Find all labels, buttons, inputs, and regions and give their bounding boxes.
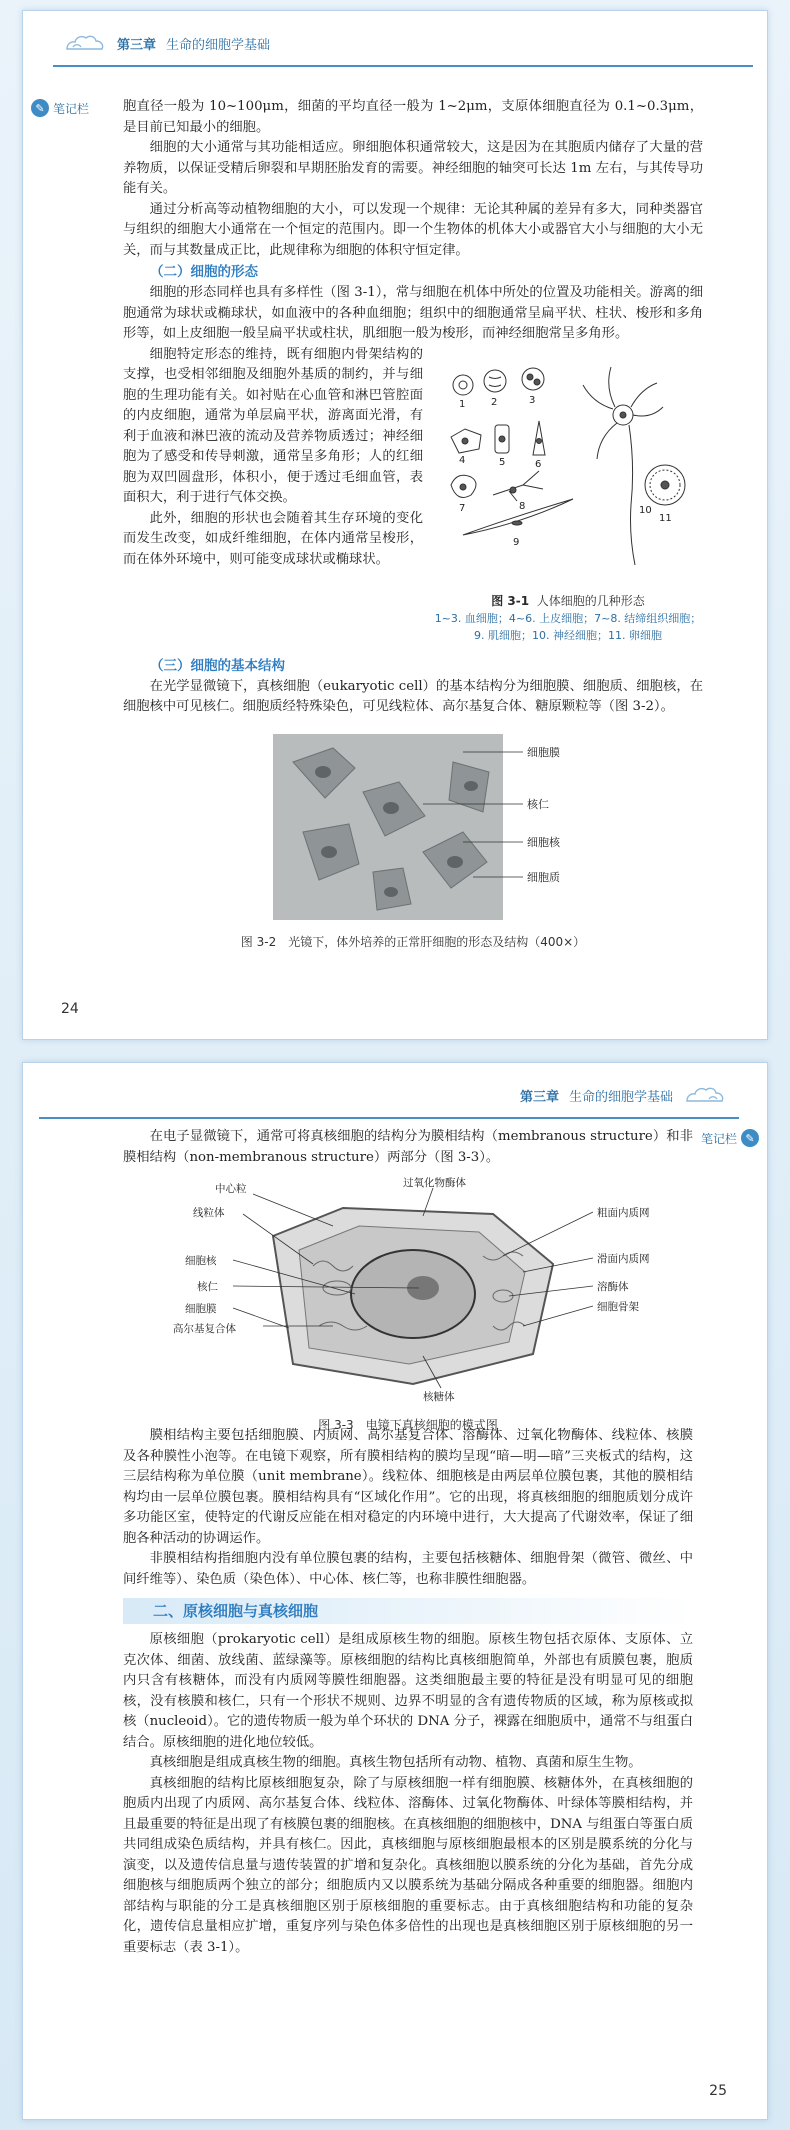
fig33-label: 粗面内质网 [597,1207,650,1219]
paragraph: 细胞特定形态的维持，既有细胞内骨架结构的支撑，也受相邻细胞及细胞外基质的制约，并与细胞的生理功能有关。如衬贴在心血管和淋巴管腔面的内皮细胞，通常为单层扁平状，游离面光滑，有利于血液和淋巴液的流动及营养物质透过；神经细胞为了感受和传导刺激，通常呈多角形；人的红细胞为双凹圆盘形，体积小，便于透过毛细血管，表面积大，利于进行气体交换。 [123,346,423,505]
paragraph: 细胞的大小通常与其功能相适应。卵细胞体积通常较大，这是因为在其胞质内储存了大量的营养物质，以保证受精后卵裂和早期胚胎发育的需要。神经细胞的轴突可长达 1m 左右，与其传导功能有关。 [123,140,703,196]
fig33-label: 线粒体 [193,1207,225,1219]
paragraph: 非膜相结构指细胞内没有单位膜包裹的结构，主要包括核糖体、细胞骨架（微管、微丝、中间纤维等）、染色质（染色体）、中心体、核仁等，也称非膜性细胞器。 [123,1551,693,1587]
fig32-label: 细胞膜 [527,745,560,759]
chapter-number: 第三章 [117,37,157,53]
paragraph: 在光学显微镜下，真核细胞（eukaryotic cell）的基本结构分为细胞膜、细胞质、细胞核，在细胞核中可见核仁。细胞质经特殊染色，可见线粒体、高尔基复合体、糖原颗粒等（图 3-2）。 [123,678,703,714]
figure-title: 人体细胞的几种形态 [536,594,645,608]
paragraph: 原核细胞（prokaryotic cell）是组成原核生物的细胞。原核生物包括衣原体、支原体、立克次体、细菌、放线菌、蓝绿藻等。原核细胞的结构比真核细胞简单，外部也有质膜包裹，胞质内只含有核糖体，而没有内质网等膜性细胞器。这类细胞最主要的特征是没有明显可见的细胞核，没有核膜和核仁，只有一个形状不规则、边界不明显的含有遗传物质的区域，称为原核或拟核（nucleoid）。它的遗传物质一般为单个环状的 DNA 分子，裸露在细胞质中，通常不与组蛋白结合。原核细胞的进化地位较低。 [123,1632,693,1750]
notes-column-label [701,1129,759,1147]
liver-cell-micrograph [123,732,703,922]
text-figure-block [123,345,703,655]
paragraph: 真核细胞是组成真核生物的细胞。真核生物包括所有动物、植物、真菌和原生生物。 [149,1755,642,1770]
running-header [520,1077,727,1113]
fig31-number: 2 [491,396,498,408]
page-24 [22,10,768,1040]
header-rule [53,65,753,67]
pen-icon: ✎ [741,1129,759,1147]
fig31-number: 7 [459,502,466,514]
fig31-number: 5 [499,456,506,468]
figure-label: 图 3-1 [491,594,530,608]
cell-shapes-illustration [433,345,703,585]
cloud-ornament-icon [63,31,107,55]
paragraph: 在电子显微镜下，通常可将真核细胞的结构分为膜相结构（membranous structure）和非膜相结构（non-membranous structure）两部分（图 3-3）。 [123,1129,693,1165]
figure-3-1-legend-line: 9. 肌细胞；10. 神经细胞；11. 卵细胞 [474,629,662,642]
paragraph: 细胞的形态同样也具有多样性（图 3-1），常与细胞在机体中所处的位置及功能相关。游离的细胞通常为球状或椭球状，如血液中的各种血细胞；组织中的细胞通常呈扁平状、柱状、梭形和多角形等，如上皮细胞一般呈扁平状或柱状，肌细胞一般为梭形，而神经细胞常呈多角形。 [123,285,703,341]
paragraph: 此外，细胞的形状也会随着其生存环境的变化而发生改变，如成纤维细胞，在体内通常呈梭形，而在体外环境中，则可能变成球状或椭球状。 [123,510,423,567]
fig31-number: 8 [519,500,526,512]
notes-label: 笔记栏 [700,1131,737,1146]
notes-label: 笔记栏 [53,101,90,116]
figure-3-3-caption: 图 3-3 电镜下真核细胞的模式图 [318,1417,498,1432]
fig31-number: 6 [535,458,542,470]
page-24-body [123,97,703,952]
section-heading-shape: （二）细胞的形态 [150,264,258,280]
fig31-number: 3 [529,394,536,406]
figure-3-1 [433,345,703,645]
pen-icon: ✎ [31,99,49,117]
fig33-label: 中心粒 [215,1183,247,1195]
figure-3-1-caption [433,592,703,610]
figure-3-2 [123,732,703,952]
page-25-body [123,1127,693,1958]
fig33-label: 溶酶体 [597,1281,629,1293]
fig33-label: 细胞骨架 [597,1301,639,1313]
section-heading-structure: （三）细胞的基本结构 [150,657,285,674]
fig31-number: 11 [659,512,672,524]
fig33-label: 细胞膜 [185,1303,217,1315]
cloud-ornament-icon [683,1083,727,1107]
paragraph: 真核细胞的结构比原核细胞复杂，除了与原核细胞一样有细胞膜、核糖体外，在真核细胞的胞质内出现了内质网、高尔基复合体、线粒体、溶酶体、过氧化物酶体、叶绿体等膜相结构，并且最重要的特征是出现了有核膜包裹的细胞核。在真核细胞的细胞核中，DNA 与组蛋白等蛋白质共同组成染色质结构，并具有核仁。因此，真核细胞与原核细胞最根本的区别是膜系统的分化与演变，以及遗传信息量与遗传装置的扩增和复杂化。真核细胞以膜系统的分化为基础，首先分成细胞核与细胞质两个独立的部分；细胞质内又以膜系统为基础分隔成各种重要的细胞器。细胞内部结构与职能的分工是真核细胞区别于原核细胞的重要标志。由于真核细胞结构和功能的复杂化，遗传信息量相应扩增，重复序列与染色体多倍性的出现也是真核细胞区别于原核细胞的另一重要标志（表 3-1）。 [123,1775,693,1955]
notes-column-label [31,99,89,117]
running-header [63,25,270,61]
section-heading-prok-euk: 二、原核细胞与真核细胞 [123,1598,693,1624]
figure-3-1-legend-line: 1~3. 血细胞；4~6. 上皮细胞；7~8. 结缔组织细胞； [434,612,702,625]
fig33-label: 高尔基复合体 [173,1323,236,1335]
fig33-label: 滑面内质网 [597,1253,650,1265]
page-number: 24 [61,1001,79,1017]
paragraph: 膜相结构主要包括细胞膜、内质网、高尔基复合体、溶酶体、过氧化物酶体、线粒体、核膜及各种膜性小泡等。在电镜下观察，所有膜相结构的膜均呈现“暗—明—暗”三夹板式的结构，这三层结构称为单位膜（unit membrane）。线粒体、细胞核是由两层单位膜包裹，其他的膜相结构均由一层单位膜包裹。膜相结构具有“区域化作用”。它的出现，将真核细胞的细胞质划分成许多功能区室，使特定的代谢反应能在相对稳定的内环境中进行，大大提高了代谢效率，保证了细胞各种活动的协调运作。 [123,1428,693,1546]
fig33-label: 细胞核 [185,1255,217,1267]
fig31-number: 1 [459,398,466,410]
chapter-number: 第三章 [519,1089,559,1105]
page-number: 25 [709,2083,727,2099]
header-rule [39,1117,739,1119]
fig32-label: 细胞核 [527,835,560,849]
eukaryotic-cell-diagram [123,1176,693,1402]
figure-3-2-caption: 图 3-2 光镜下，体外培养的正常肝细胞的形态及结构（400×） [240,935,586,949]
fig32-label: 细胞质 [527,870,560,884]
chapter-title: 生命的细胞学基础 [568,1089,673,1105]
fig33-label: 核糖体 [423,1391,455,1402]
fig31-number: 9 [513,536,520,548]
page-25 [22,1062,768,2120]
paragraph: 胞直径一般为 10~100μm，细菌的平均直径一般为 1~2μm，支原体细胞直径为 0.1~0.3μm，是目前已知最小的细胞。 [123,99,703,135]
fig31-number: 4 [459,454,466,466]
fig33-label: 过氧化物酶体 [403,1177,466,1189]
wrapped-text-column [123,345,423,571]
fig31-number: 10 [639,504,652,516]
fig32-label: 核仁 [527,797,549,811]
figure-3-3 [123,1176,693,1432]
fig33-label: 核仁 [197,1281,218,1293]
paragraph: 通过分析高等动植物细胞的大小，可以发现一个规律：无论其种属的差异有多大，同种类器官与组织的细胞大小通常在一个恒定的范围内。即一个生物体的机体大小或器官大小与细胞的大小无关，而与其数量成正比，此规律称为细胞的体积守恒定律。 [123,201,703,258]
chapter-title: 生命的细胞学基础 [166,37,271,53]
